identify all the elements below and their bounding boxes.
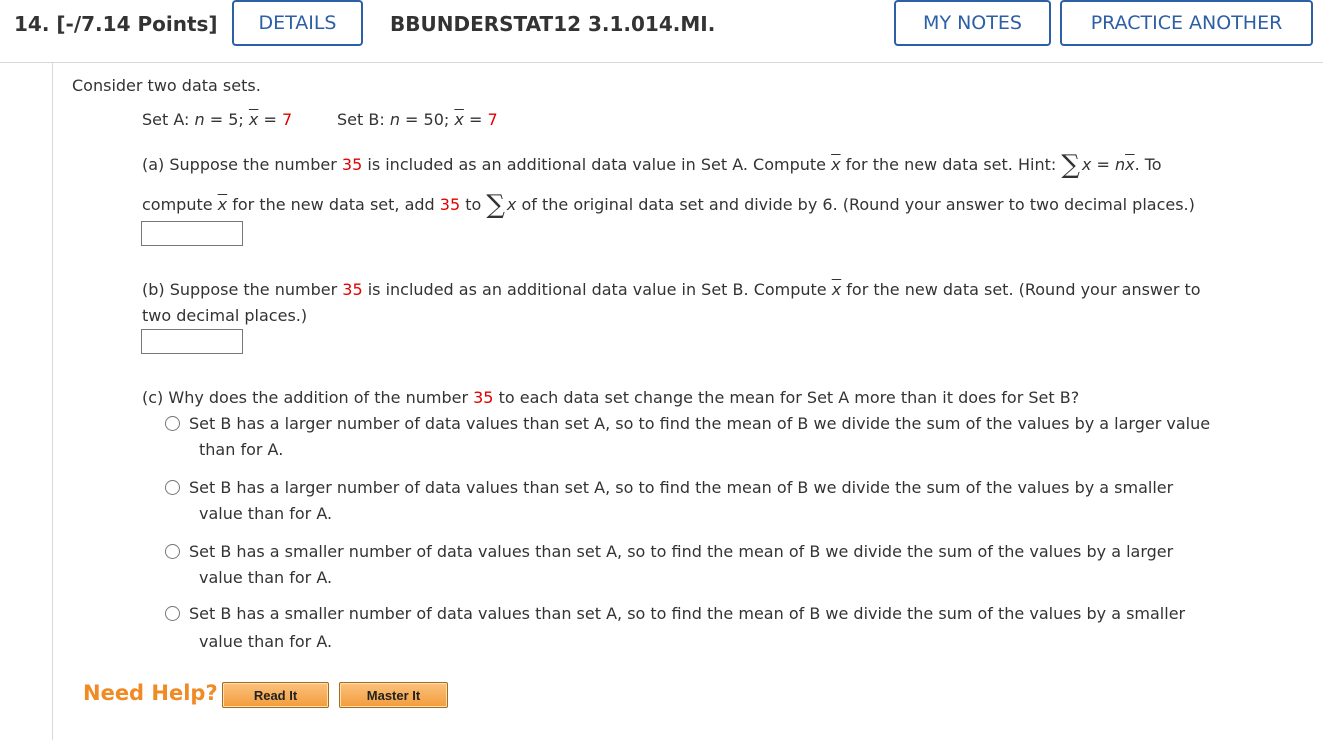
set-a-n-value: = 5; xyxy=(204,110,249,129)
radio-button[interactable] xyxy=(165,480,180,495)
option-text: value than for A. xyxy=(199,632,333,651)
my-notes-button[interactable]: MY NOTES xyxy=(894,0,1051,46)
need-help-label: Need Help? xyxy=(83,681,218,705)
intro-text: Consider two data sets. xyxy=(72,76,261,95)
sigma-icon: ∑ xyxy=(486,190,505,220)
part-c-prompt xyxy=(142,388,1079,407)
set-a-eq: = xyxy=(258,110,282,129)
n-symbol: n xyxy=(1114,155,1126,174)
set-b-mean: 7 xyxy=(487,110,498,129)
part-a-text: to xyxy=(460,195,487,214)
question-header xyxy=(0,0,1323,63)
part-a-answer-input[interactable] xyxy=(141,221,243,246)
question-code: BBUNDERSTAT12 3.1.014.MI. xyxy=(390,12,716,36)
part-b-text: (b) Suppose the number xyxy=(142,280,343,299)
set-b-eq: = xyxy=(463,110,488,129)
set-b-n-value: = 50; xyxy=(399,110,455,129)
set-a-xbar-symbol: $\overline{x}$ xyxy=(248,110,259,129)
radio-button[interactable] xyxy=(165,544,180,559)
part-b-number: 35 xyxy=(342,280,363,299)
option-text: value than for A. xyxy=(199,568,333,587)
read-it-button[interactable]: Read It xyxy=(222,682,329,708)
sigma-icon: ∑ xyxy=(1061,150,1080,180)
part-a-text: of the original data set and divide by 6. (Round your answer to two decimal places.) xyxy=(516,195,1195,214)
set-a-mean: 7 xyxy=(281,110,293,129)
part-b-text: is included as an additional data value in Set B. Compute xyxy=(362,280,832,299)
set-a-summary xyxy=(142,110,292,129)
option-text: Set B has a smaller number of data values than set A, so to find the mean of B we divide the sum of the values by a larger xyxy=(189,542,1174,561)
details-button[interactable]: DETAILS xyxy=(232,0,363,46)
part-a-prompt-line1 xyxy=(142,150,1162,180)
part-b-text: for the new data set. (Round your answer to xyxy=(841,280,1201,299)
set-b-n-symbol: n xyxy=(389,110,400,129)
content-left-border xyxy=(52,63,53,740)
part-a-prompt-line2 xyxy=(142,190,1195,220)
set-b-label: Set B: xyxy=(337,110,385,129)
master-it-button[interactable]: Master It xyxy=(339,682,448,708)
part-a-text: = xyxy=(1091,155,1115,174)
set-b-xbar-symbol: $\overline{x}$ xyxy=(454,110,464,129)
part-a-text: for the new data set, add xyxy=(227,195,440,214)
option-text: value than for A. xyxy=(199,504,333,523)
question-number: 14. [-/7.14 Points] xyxy=(14,12,218,36)
part-a-text: is included as an additional data value in Set A. Compute xyxy=(362,155,832,174)
part-a-text: . To xyxy=(1134,155,1162,174)
xbar-symbol: $\overline{x}$ xyxy=(831,155,841,174)
set-a-n-symbol: n xyxy=(194,110,205,129)
xbar-symbol: $\overline{x}$ xyxy=(217,195,228,214)
radio-button[interactable] xyxy=(165,416,180,431)
radio-button[interactable] xyxy=(165,606,180,621)
option-text: Set B has a larger number of data values than set A, so to find the mean of B we divide the sum of the values by a larger value xyxy=(189,414,1211,433)
part-b-prompt-line2: two decimal places.) xyxy=(142,306,308,325)
option-text: Set B has a larger number of data values than set A, so to find the mean of B we divide the sum of the values by a smaller xyxy=(189,478,1174,497)
set-a-label: Set A: xyxy=(142,110,190,129)
part-a-text: compute xyxy=(142,195,218,214)
part-a-text: for the new data set. Hint: xyxy=(840,155,1062,174)
part-a-text: (a) Suppose the number xyxy=(142,155,342,174)
part-a-number: 35 xyxy=(439,195,461,214)
x-symbol: x xyxy=(506,195,517,214)
part-c-number: 35 xyxy=(473,388,494,407)
part-b-prompt-line1 xyxy=(142,280,1201,299)
xbar-symbol: $\overline{x}$ xyxy=(1125,155,1135,174)
option-text: than for A. xyxy=(199,440,284,459)
practice-another-button[interactable]: PRACTICE ANOTHER xyxy=(1060,0,1313,46)
xbar-symbol: $\overline{x}$ xyxy=(831,280,842,299)
x-symbol: x xyxy=(1081,155,1092,174)
part-c-text: to each data set change the mean for Set A more than it does for Set B? xyxy=(493,388,1080,407)
set-b-summary xyxy=(337,110,498,129)
part-b-answer-input[interactable] xyxy=(141,329,243,354)
part-c-text: (c) Why does the addition of the number xyxy=(142,388,474,407)
part-a-number: 35 xyxy=(341,155,363,174)
option-text: Set B has a smaller number of data values than set A, so to find the mean of B we divide the sum of the values by a smaller xyxy=(189,604,1186,623)
